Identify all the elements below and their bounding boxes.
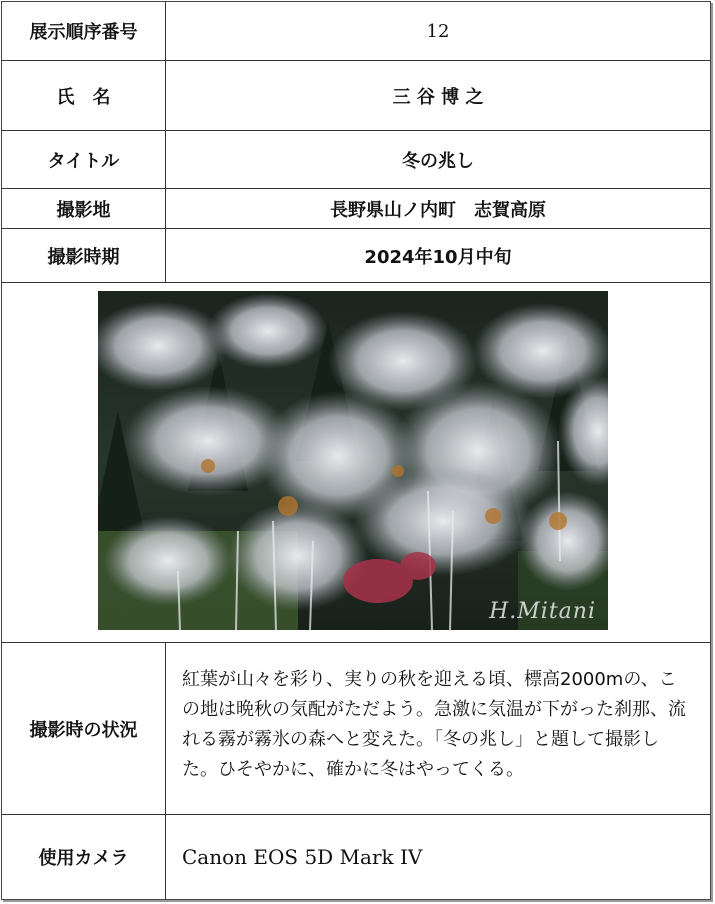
period-value: 2024年10月中旬 [364, 246, 512, 268]
name-label: 氏 名 [2, 61, 166, 130]
row-photo [2, 283, 710, 643]
title-value: 冬の兆し [402, 150, 474, 172]
row-location [2, 189, 710, 229]
photo [98, 291, 608, 630]
location-value: 長野県山ノ内町 志賀高原 [330, 199, 546, 221]
name-value: 三 谷 博 之 [392, 86, 484, 108]
camera-label: 使用カメラ [2, 815, 166, 899]
situation-label: 撮影時の状況 [2, 643, 166, 814]
row-name [2, 61, 710, 131]
frosted-forest-photo [98, 291, 608, 630]
photographer-signature: H.Mitani [489, 599, 596, 624]
number-label: 展示順序番号 [2, 2, 166, 60]
period-label: 撮影時期 [2, 229, 166, 282]
number-value: 12 [426, 20, 450, 42]
row-situation [2, 643, 710, 815]
row-period [2, 229, 710, 283]
entry-sheet [1, 1, 711, 900]
row-title [2, 131, 710, 189]
location-label: 撮影地 [2, 189, 166, 228]
row-camera [2, 815, 710, 899]
title-label: タイトル [2, 131, 166, 188]
camera-value: Canon EOS 5D Mark IV [182, 845, 423, 869]
row-number [2, 2, 710, 61]
situation-text: 紅葉が山々を彩り、実りの秋を迎える頃、標高2000mの、この地は晩秋の気配がただよう。急激に気温が下がった刹那、流れる霧が霧氷の森へと変えた。「冬の兆し」と題して撮影した。ひそやかに、確かに冬はやってくる。 [182, 669, 686, 780]
